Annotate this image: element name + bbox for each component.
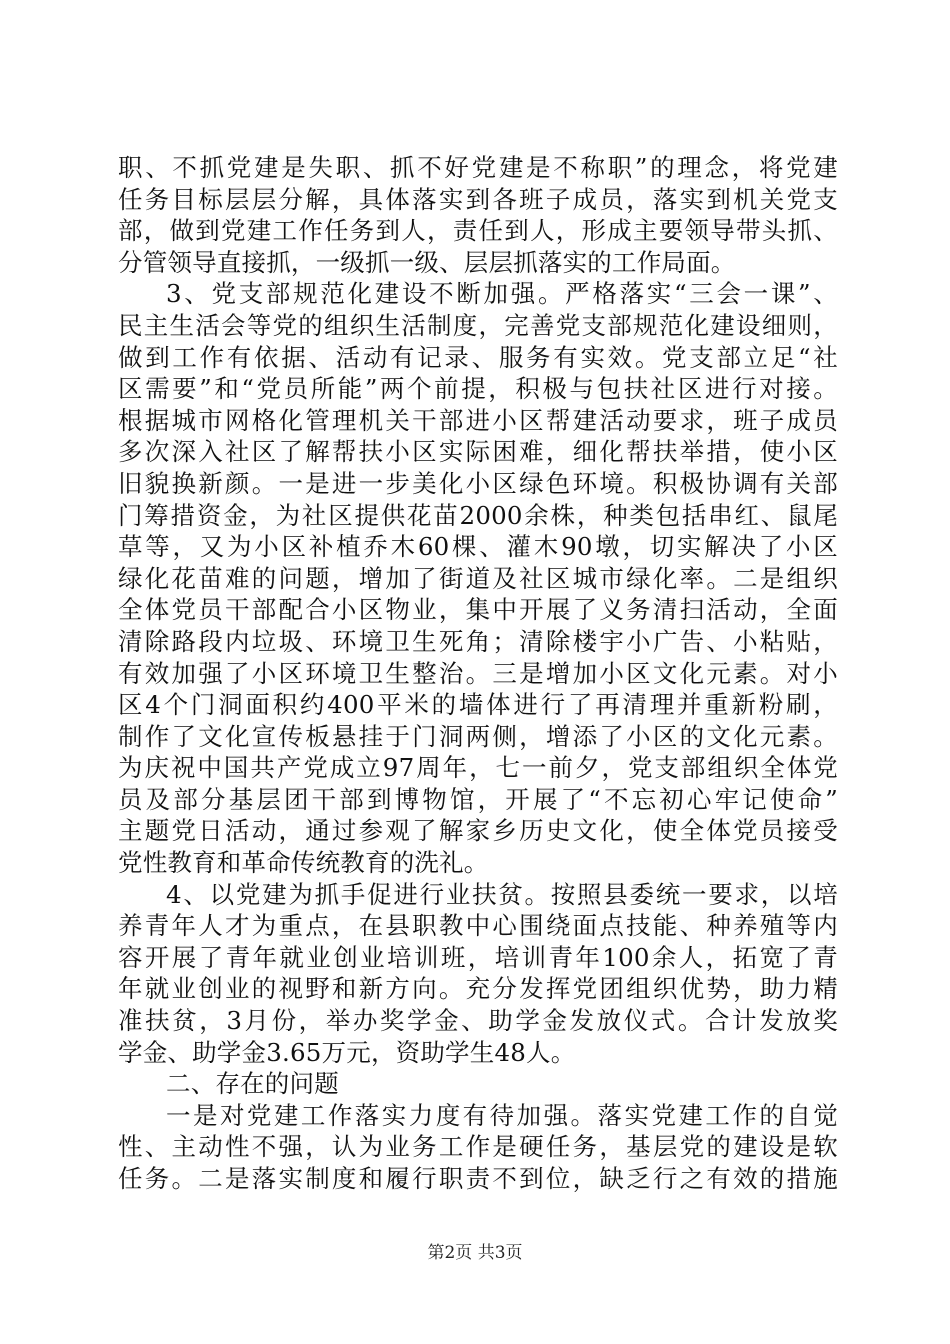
text-line: 全体党员干部配合小区物业，集中开展了义务清扫活动，全面 bbox=[118, 595, 838, 625]
text-line: 区4个门洞面积约400平米的墙体进行了再清理并重新粉刷， bbox=[118, 690, 838, 720]
text-line: 3、党支部规范化建设不断加强。严格落实“三会一课”、 bbox=[166, 279, 838, 309]
text-line: 准扶贫，3月份，举办奖学金、助学金发放仪式。合计发放奖 bbox=[118, 1006, 838, 1036]
text-line: 多次深入社区了解帮扶小区实际困难，细化帮扶举措，使小区 bbox=[118, 437, 838, 467]
text-line: 任务目标层层分解，具体落实到各班子成员，落实到机关党支 bbox=[118, 184, 838, 214]
text-line: 性、主动性不强，认为业务工作是硬任务，基层党的建设是软 bbox=[118, 1132, 838, 1162]
text-line: 制作了文化宣传板悬挂于门洞两侧，增添了小区的文化元素。 bbox=[118, 721, 838, 751]
text-line: 根据城市网格化管理机关干部进小区帮建活动要求，班子成员 bbox=[118, 405, 838, 435]
text-line: 年就业创业的视野和新方向。充分发挥党团组织优势，助力精 bbox=[118, 974, 838, 1004]
text-line: 4、以党建为抓手促进行业扶贫。按照县委统一要求，以培 bbox=[166, 879, 838, 909]
text-line: 草等，又为小区补植乔木60棵、灌木90墩，切实解决了小区 bbox=[118, 532, 838, 562]
text-line: 员及部分基层团干部到博物馆，开展了“不忘初心牢记使命” bbox=[118, 784, 838, 814]
text-line: 学金、助学金3.65万元，资助学生48人。 bbox=[118, 1037, 576, 1067]
page-footer: 第2页 共3页 bbox=[427, 1243, 523, 1263]
text-line: 做到工作有依据、活动有记录、服务有实效。党支部立足“社 bbox=[118, 342, 838, 372]
text-line: 为庆祝中国共产党成立97周年，七一前夕，党支部组织全体党 bbox=[118, 753, 838, 783]
text-line: 门筹措资金，为社区提供花苗2000余株，种类包括串红、鼠尾 bbox=[118, 500, 838, 530]
document-body bbox=[118, 152, 838, 1195]
text-line: 区需要”和“党员所能”两个前提，积极与包扶社区进行对接。 bbox=[118, 374, 838, 404]
text-line: 部，做到党建工作任务到人，责任到人，形成主要领导带头抓、 bbox=[118, 216, 838, 246]
text-line: 有效加强了小区环境卫生整治。三是增加小区文化元素。对小 bbox=[118, 658, 838, 688]
text-line: 容开展了青年就业创业培训班，培训青年100余人，拓宽了青 bbox=[118, 942, 838, 972]
text-line: 养青年人才为重点，在县职教中心围绕面点技能、种养殖等内 bbox=[118, 911, 838, 941]
text-line: 旧貌换新颜。一是进一步美化小区绿色环境。积极协调有关部 bbox=[118, 468, 838, 498]
text-line: 二、存在的问题 bbox=[166, 1069, 339, 1099]
text-line: 分管领导直接抓，一级抓一级、层层抓落实的工作局面。 bbox=[118, 247, 736, 277]
text-line: 职、不抓党建是失职、抓不好党建是不称职”的理念，将党建 bbox=[118, 153, 838, 182]
text-line: 民主生活会等党的组织生活制度，完善党支部规范化建设细则， bbox=[118, 310, 838, 340]
text-line: 一是对党建工作落实力度有待加强。落实党建工作的自觉 bbox=[166, 1100, 838, 1130]
text-line: 党性教育和革命传统教育的洗礼。 bbox=[118, 848, 489, 878]
text-line: 主题党日活动，通过参观了解家乡历史文化，使全体党员接受 bbox=[118, 816, 838, 846]
text-line: 绿化花苗难的问题，增加了街道及社区城市绿化率。二是组织 bbox=[118, 563, 838, 593]
text-line: 任务。二是落实制度和履行职责不到位，缺乏行之有效的措施 bbox=[118, 1164, 838, 1193]
text-line: 清除路段内垃圾、环境卫生死角；清除楼宇小广告、小粘贴， bbox=[118, 626, 838, 656]
